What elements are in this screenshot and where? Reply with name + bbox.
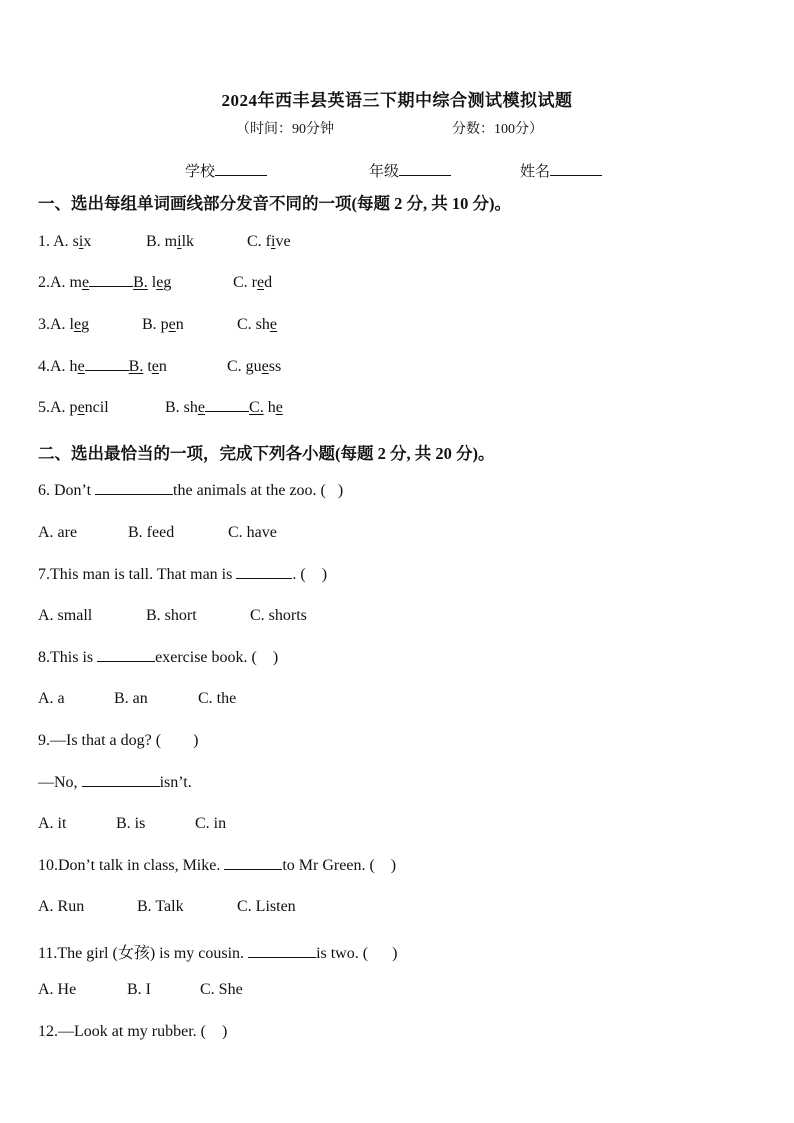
- q8-option-b: B. an: [114, 690, 148, 707]
- q11-option-b: B. I: [127, 981, 151, 998]
- question-7: 7.This man is tall. That man is . ( ): [38, 566, 328, 583]
- q1-number: 1.: [38, 233, 54, 250]
- q1-option-b: B. milk: [146, 233, 195, 250]
- question-2: [38, 274, 171, 292]
- name-label: 姓名: [520, 164, 551, 180]
- exam-time: （时间：90分钟: [236, 122, 334, 137]
- q6-option-a: A. are: [38, 524, 78, 541]
- page-title: 2024年西丰县英语三下期中综合测试模拟试题: [221, 91, 573, 110]
- section1-heading: 一、选出每组单词画线部分发音不同的一项(每题 2 分, 共 10 分)。: [38, 194, 511, 213]
- q3-number: 3.: [38, 316, 50, 333]
- question-6: 6. Don’t the animals at the zoo. ( ): [38, 482, 344, 499]
- q8-option-a: A. a: [38, 690, 65, 707]
- q3-option-a: A. leg: [50, 316, 90, 333]
- question-12: 12.—Look at my rubber. ( ): [38, 1023, 228, 1040]
- q4-option-b: B. ten: [128, 358, 167, 375]
- q7-option-c: C. shorts: [250, 607, 307, 624]
- q5-number: 5.: [38, 399, 50, 416]
- q5-underline: [205, 410, 249, 412]
- question-9-answer-line: —No, isn’t.: [38, 774, 192, 791]
- question-8: 8.This is exercise book. ( ): [38, 649, 279, 666]
- q6-option-b: B. feed: [128, 524, 175, 541]
- q9-option-a: A. it: [38, 815, 67, 832]
- school-field: [185, 160, 267, 181]
- q11-option-c: C. She: [200, 981, 243, 998]
- q7-blank: [236, 577, 292, 579]
- q4-number: 4.: [38, 358, 50, 375]
- q10-option-c: C. Listen: [237, 898, 296, 915]
- q4-option-a: A. he: [50, 358, 85, 375]
- q5-option-a: A. pencil: [50, 399, 109, 416]
- q10-blank: [224, 868, 282, 870]
- section2-heading: 二、选出最恰当的一项，完成下列各小题(每题 2 分, 共 20 分)。: [38, 444, 495, 463]
- question-1: [38, 233, 91, 251]
- q3-option-b: B. pen: [142, 316, 184, 333]
- grade-field: [369, 160, 451, 181]
- q2-option-b: B. leg: [133, 274, 172, 291]
- q6-blank: [95, 493, 173, 495]
- name-blank: [550, 161, 602, 176]
- q11-blank: [248, 956, 316, 958]
- q4-option-c: C. guess: [227, 358, 282, 375]
- q10-option-b: B. Talk: [137, 898, 184, 915]
- school-blank: [215, 161, 267, 176]
- q2-underline: [89, 285, 133, 287]
- question-9: 9.—Is that a dog? ( ): [38, 732, 199, 749]
- q5-option-b: B. she: [165, 399, 206, 416]
- q5-option-b-and-c: [165, 399, 283, 417]
- question-3: [38, 316, 89, 334]
- q8-option-c: C. the: [198, 690, 237, 707]
- q8-blank: [97, 660, 155, 662]
- q6-option-c: C. have: [228, 524, 277, 541]
- q9-blank: [82, 785, 160, 787]
- q2-option-a: A. me: [50, 274, 90, 291]
- q7-option-a: A. small: [38, 607, 93, 624]
- q1-option-c: C. five: [247, 233, 291, 250]
- question-10: 10.Don’t talk in class, Mike. to Mr Green. ( ): [38, 857, 397, 874]
- q10-option-a: A. Run: [38, 898, 85, 915]
- q4-underline: [85, 369, 129, 371]
- q5-option-c: C. he: [249, 399, 283, 416]
- q2-number: 2.: [38, 274, 50, 291]
- question-5: [38, 399, 109, 417]
- school-label: 学校: [185, 164, 216, 180]
- grade-blank: [399, 161, 451, 176]
- q2-option-c: C. red: [233, 274, 273, 291]
- q7-option-b: B. short: [146, 607, 197, 624]
- question-4: [38, 358, 167, 376]
- q9-option-c: C. in: [195, 815, 227, 832]
- grade-label: 年级: [369, 164, 400, 180]
- exam-score: 分数：100分）: [452, 122, 543, 137]
- q1-option-a: A. six: [53, 233, 92, 250]
- q11-option-a: A. He: [38, 981, 77, 998]
- q9-option-b: B. is: [116, 815, 146, 832]
- q3-option-c: C. she: [237, 316, 278, 333]
- name-field: [520, 160, 602, 181]
- question-11: 11.The girl (女孩) is my cousin. is two. ( ): [38, 945, 398, 962]
